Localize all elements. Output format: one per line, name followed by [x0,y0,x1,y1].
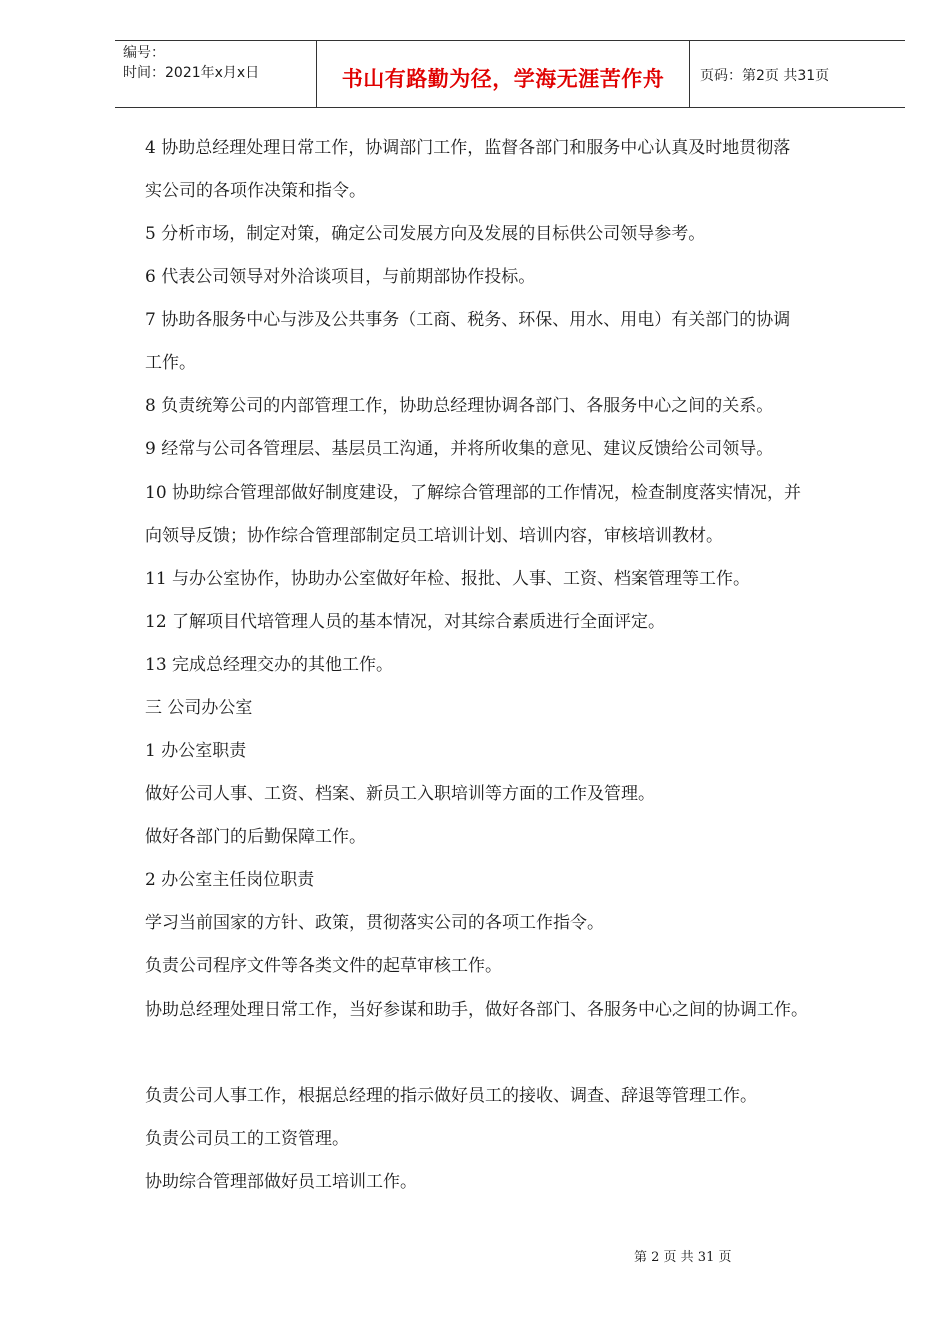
body-line: 实公司的各项作决策和指令。 [145,181,366,201]
body-line: 协助总经理处理日常工作，当好参谋和助手，做好各部门、各服务中心之间的协调工作。 [145,1000,808,1020]
body-line: 10 协助综合管理部做好制度建设，了解综合管理部的工作情况，检查制度落实情况，并 [145,483,802,503]
body-line: 12 了解项目代培管理人员的基本情况，对其综合素质进行全面评定。 [145,612,666,632]
page-footer: 第 2 页 共 31 页 [634,1250,732,1265]
header-motto-cell [317,41,690,107]
document-number-label: 编号： [123,45,165,61]
body-line: 2 办公室主任岗位职责 [145,870,315,890]
body-line: 4 协助总经理处理日常工作，协调部门工作，监督各部门和服务中心认真及时地贯彻落 [145,138,791,158]
body-line: 协助综合管理部做好员工培训工作。 [145,1172,417,1192]
header-motto: 书山有路勤为径，学海无涯苦作舟 [341,67,665,91]
body-line: 11 与办公室协作，协助办公室做好年检、报批、人事、工资、档案管理等工作。 [145,569,751,589]
header-page-cell [690,41,905,107]
body-line: 7 协助各服务中心与涉及公共事务（工商、税务、环保、用水、用电）有关部门的协调 [145,310,791,330]
body-line: 8 负责统筹公司的内部管理工作，协助总经理协调各部门、各服务中心之间的关系。 [145,396,774,416]
body-line: 1 办公室职责 [145,741,247,761]
document-time-label: 时间：2021年x月x日 [123,65,260,81]
body-line: 13 完成总经理交办的其他工作。 [145,655,394,675]
body-line: 向领导反馈；协作综合管理部制定员工培训计划、培训内容，审核培训教材。 [145,526,723,546]
body-line: 做好各部门的后勤保障工作。 [145,827,366,847]
body-line: 5 分析市场，制定对策，确定公司发展方向及发展的目标供公司领导参考。 [145,224,706,244]
header-page-info: 页码：第2页 共31页 [700,68,830,84]
body-line: 负责公司程序文件等各类文件的起草审核工作。 [145,956,502,976]
header-meta [115,41,317,107]
body-line: 负责公司员工的工资管理。 [145,1129,349,1149]
body-line: 学习当前国家的方针、政策，贯彻落实公司的各项工作指令。 [145,913,604,933]
body-line: 工作。 [145,353,196,373]
section-heading: 三 公司办公室 [145,698,253,718]
body-line: 6 代表公司领导对外洽谈项目，与前期部协作投标。 [145,267,536,287]
body-line: 负责公司人事工作，根据总经理的指示做好员工的接收、调查、辞退等管理工作。 [145,1086,757,1106]
body-line: 做好公司人事、工资、档案、新员工入职培训等方面的工作及管理。 [145,784,655,804]
body-line: 9 经常与公司各管理层、基层员工沟通，并将所收集的意见、建议反馈给公司领导。 [145,439,774,459]
page-header [115,40,905,108]
